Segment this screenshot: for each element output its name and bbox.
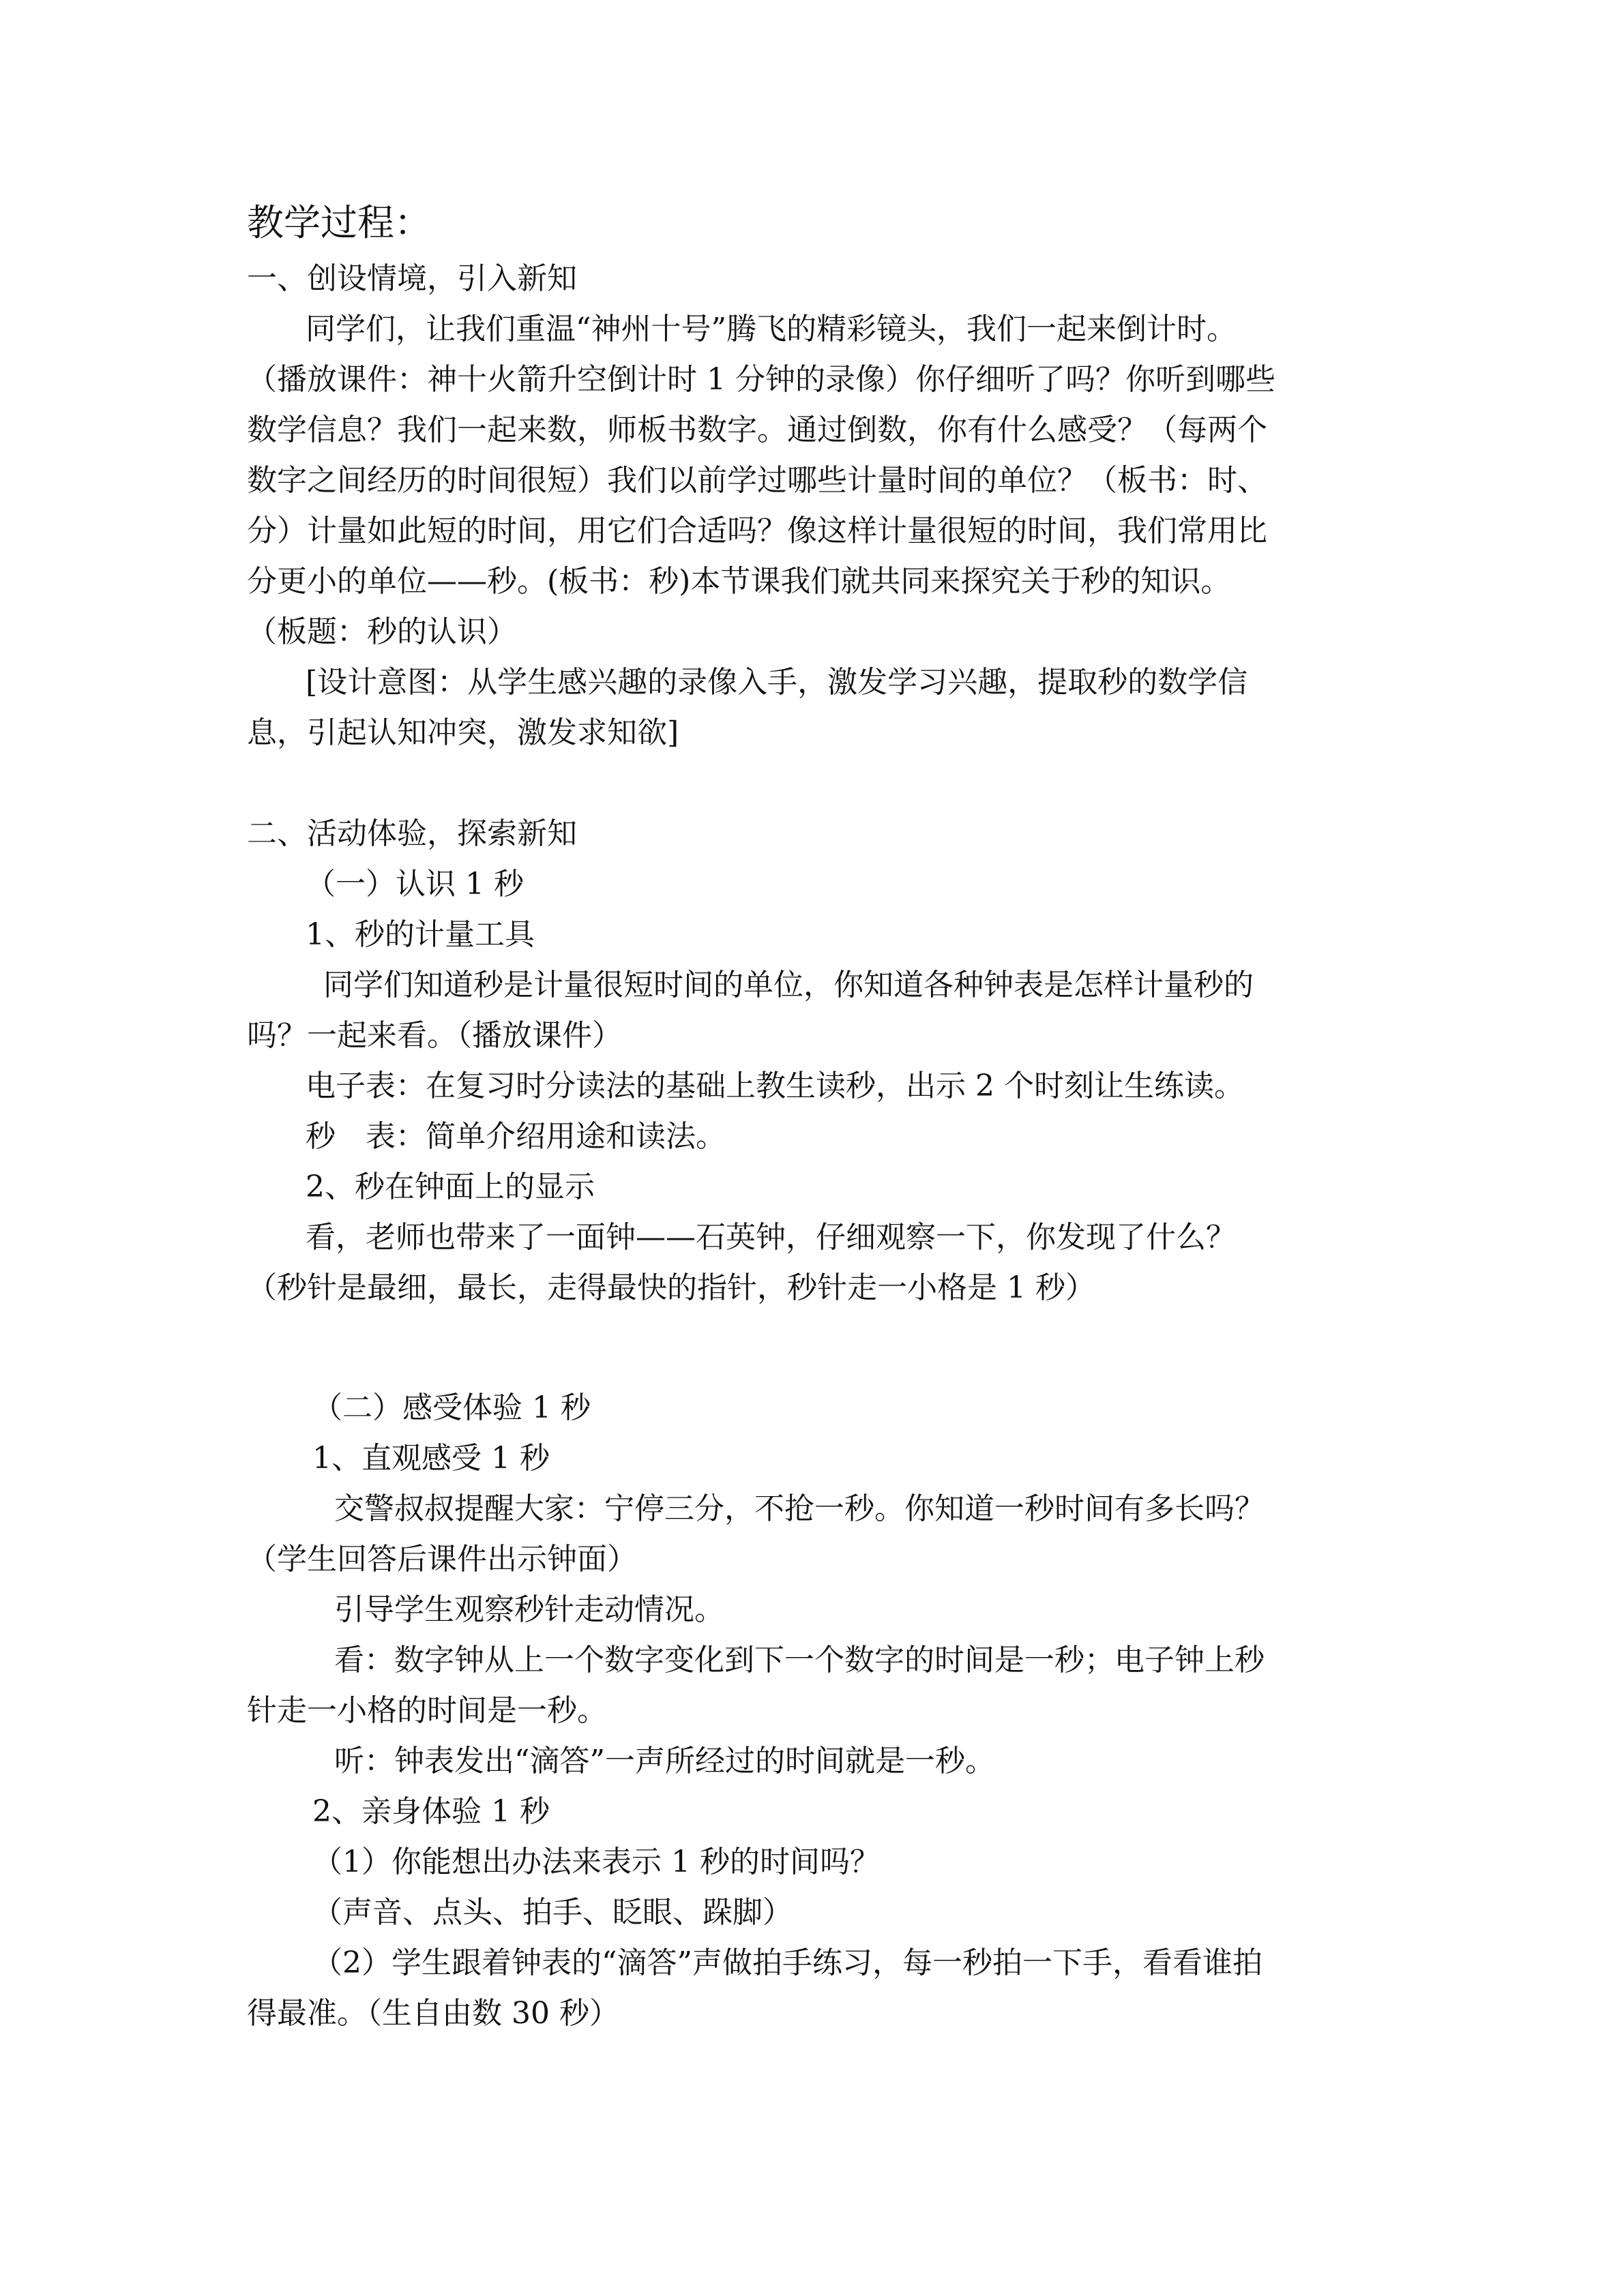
paragraph-line: 看，老师也带来了一面钟——石英钟，仔细观察一下，你发现了什么？ <box>306 1220 1236 1255</box>
paragraph-line: 数字之间经历的时间很短）我们以前学过哪些计量时间的单位？（板书：时、 <box>247 463 1267 498</box>
paragraph-line: 数学信息？我们一起来数，师板书数字。通过倒数，你有什么感受？（每两个 <box>247 413 1267 447</box>
paragraph-line: （秒针是最细，最长，走得最快的指针，秒针走一小格是 1 秒） <box>247 1270 1095 1305</box>
design-intent-line: 息，引起认知冲突，激发求知欲] <box>247 715 679 750</box>
item-heading: 2、亲身体验 1 秒 <box>312 1794 550 1829</box>
paragraph-line: 分更小的单位——秒。(板书：秒)本节课我们就共同来探究关于秒的知识。 <box>247 564 1231 599</box>
paragraph-line: 看：数字钟从上一个数字变化到下一个数字的时间是一秒；电子钟上秒 <box>334 1643 1265 1678</box>
paragraph-line: （播放课件：神十火箭升空倒计时 1 分钟的录像）你仔细听了吗？你听到哪些 <box>247 362 1275 397</box>
section-heading-2: 二、活动体验，探索新知 <box>247 816 577 851</box>
spacer <box>247 1313 1379 1383</box>
question-line: （1）你能想出办法来表示 1 秒的时间吗？ <box>312 1845 880 1879</box>
paragraph-line: （学生回答后课件出示钟面） <box>247 1542 637 1577</box>
subsection-heading: （一）认识 1 秒 <box>306 867 524 901</box>
page-title: 教学过程： <box>247 201 431 244</box>
subsection-heading: （二）感受体验 1 秒 <box>312 1390 591 1425</box>
item-heading: 1、秒的计量工具 <box>306 917 535 952</box>
question-line: （2）学生跟着钟表的“滴答”声做拍手练习，每一秒拍一下手，看看谁拍 <box>312 1945 1263 1980</box>
spacer <box>247 758 1379 809</box>
paragraph-line: 同学们知道秒是计量很短时间的单位，你知道各种钟表是怎样计量秒的 <box>323 968 1254 1002</box>
paragraph-line: （板题：秒的认识） <box>247 614 517 649</box>
section-heading-1: 一、创设情境，引入新知 <box>247 261 577 296</box>
paragraph-line: 针走一小格的时间是一秒。 <box>247 1693 607 1728</box>
paragraph-line: 电子表：在复习时分读法的基础上教生读秒，出示 2 个时刻让生练读。 <box>306 1069 1244 1103</box>
paragraph-line: 分）计量如此短的时间，用它们合适吗？像这样计量很短的时间，我们常用比 <box>247 513 1267 548</box>
paragraph-line: 引导学生观察秒针走动情况。 <box>334 1592 724 1627</box>
question-line: 得最准。（生自由数 30 秒） <box>247 1996 619 2031</box>
item-heading: 2、秒在钟面上的显示 <box>306 1169 595 1204</box>
paragraph-line: 吗？一起来看。（播放课件） <box>247 1018 622 1053</box>
paragraph-line: 听：钟表发出“滴答”一声所经过的时间就是一秒。 <box>334 1744 995 1778</box>
item-heading: 1、直观感受 1 秒 <box>312 1441 550 1476</box>
design-intent-line: [设计意图：从学生感兴趣的录像入手，激发学习兴趣，提取秒的数学信 <box>306 665 1248 700</box>
document-body <box>247 196 1379 2039</box>
paragraph-line: 同学们，让我们重温“神州十号”腾飞的精彩镜头，我们一起来倒计时。 <box>306 312 1237 346</box>
paragraph-line: 秒 表：简单介绍用途和读法。 <box>306 1119 726 1154</box>
paragraph-line: 交警叔叔提醒大家：宁停三分，不抢一秒。你知道一秒时间有多长吗？ <box>334 1491 1265 1526</box>
answer-line: （声音、点头、拍手、眨眼、跺脚） <box>312 1895 793 1930</box>
